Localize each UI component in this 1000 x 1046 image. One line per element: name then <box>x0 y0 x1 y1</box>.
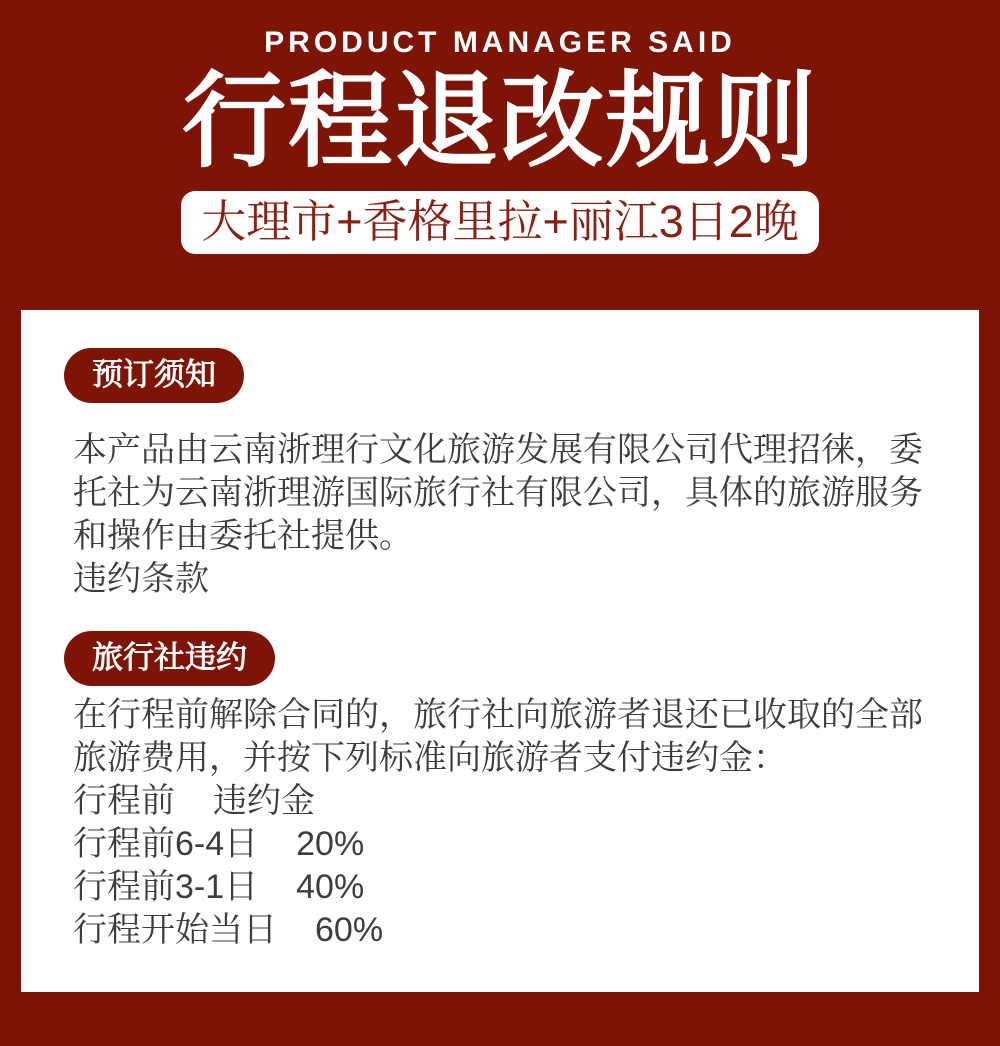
breach-clause-subheading: 违约条款 <box>73 559 209 598</box>
penalty-column-amount: 违约金 <box>213 781 315 820</box>
penalty-table-row <box>73 866 939 909</box>
eyebrow-text: PRODUCT MANAGER SAID <box>264 26 736 59</box>
product-subtitle-pill: 大理市+香格里拉+丽江3日2晚 <box>181 191 819 254</box>
rules-card <box>21 310 979 992</box>
penalty-table-row <box>73 823 939 866</box>
booking-notice-paragraph <box>73 429 939 601</box>
penalty-period: 行程前6-4日 <box>73 824 259 863</box>
section-badge-booking-notice: 预订须知 <box>64 348 244 403</box>
page-title: 行程退改规则 <box>181 65 818 180</box>
penalty-amount: 40% <box>296 867 365 906</box>
penalty-table-row <box>73 909 939 952</box>
booking-notice-paragraph-text: 本产品由云南浙理行文化旅游发展有限公司代理招徕，委托社为云南浙理游国际旅行社有限公司，具体的旅游服务和操作由委托社提供。 <box>73 430 923 555</box>
penalty-amount: 20% <box>296 824 365 863</box>
penalty-table <box>73 780 939 952</box>
penalty-period: 行程开始当日 <box>73 910 277 949</box>
penalty-amount: 60% <box>315 910 384 949</box>
agency-breach-paragraph: 在行程前解除合同的，旅行社向旅游者退还已收取的全部旅游费用，并按下列标准向旅游者支付违约金： <box>73 695 923 777</box>
penalty-period: 行程前3-1日 <box>73 867 259 906</box>
penalty-table-header-row <box>73 780 939 823</box>
penalty-column-period: 行程前 <box>73 781 175 820</box>
section-badge-agency-breach: 旅行社违约 <box>64 631 275 686</box>
